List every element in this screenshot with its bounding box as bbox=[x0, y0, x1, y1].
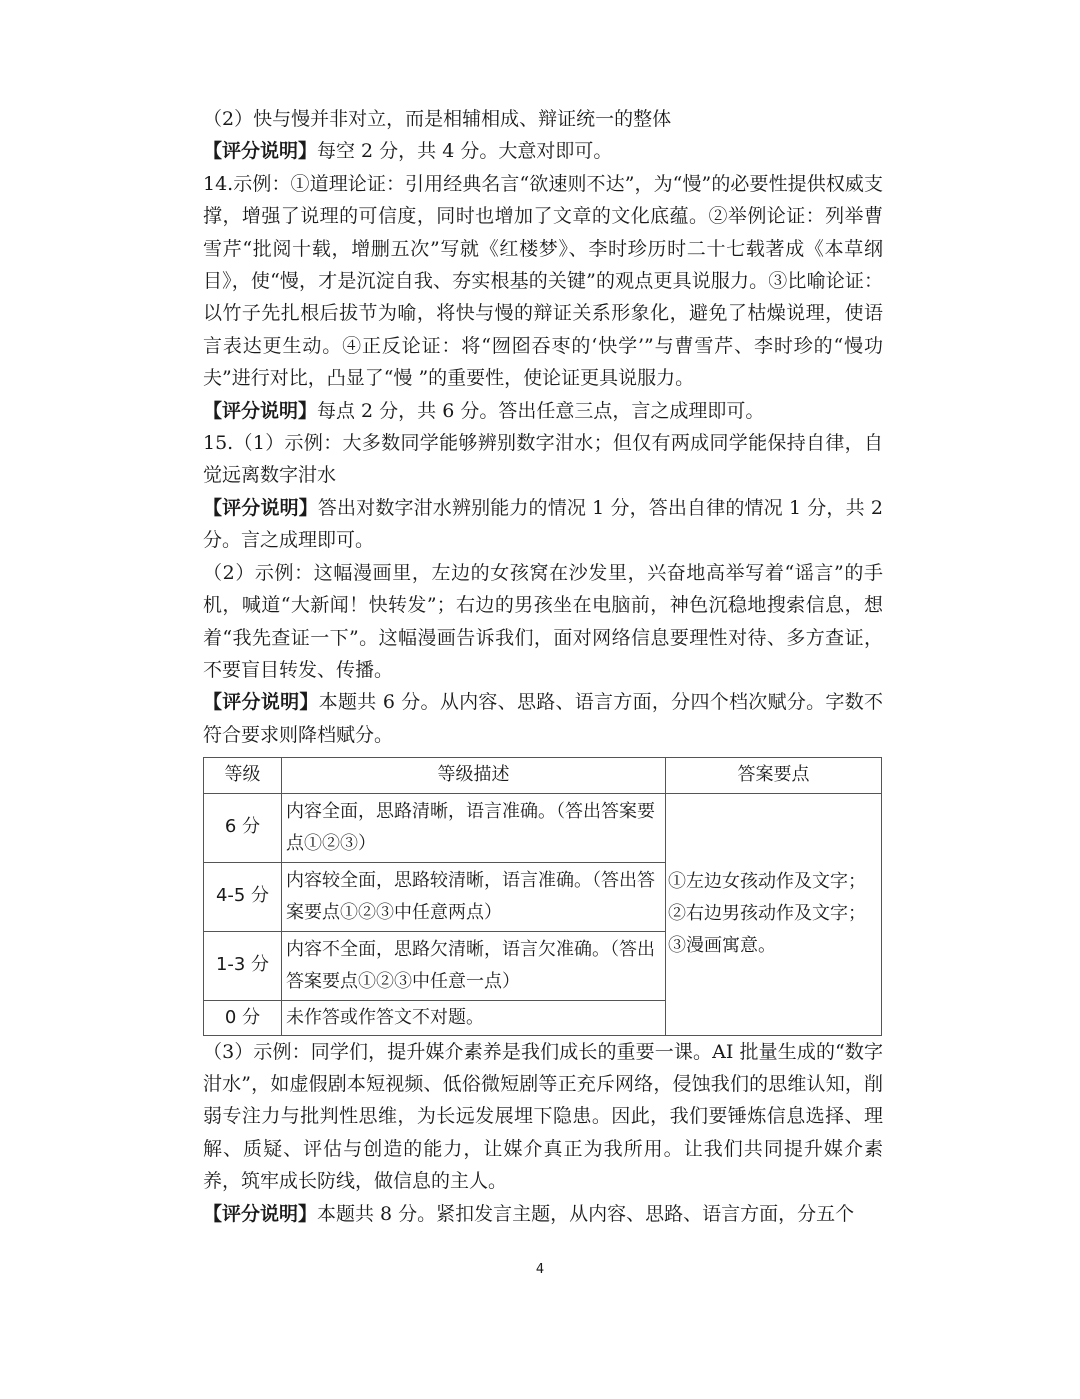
key-point: ①左边女孩动作及文字； bbox=[668, 871, 866, 893]
answer-15-1: 15.（1）示例：大多数同学能够辨别数字泔水；但仅有两成同学能保持自律，自觉远离数字泔水 bbox=[203, 432, 883, 487]
scoring-note: 【评分说明】答出对数字泔水辨别能力的情况 1 分，答出自律的情况 1 分，共 2 分。言之成理即可。 bbox=[203, 496, 883, 552]
column-header-description: 等级描述 bbox=[282, 758, 666, 793]
grade-level: 0 分 bbox=[204, 1000, 282, 1035]
page-number: 4 bbox=[535, 1262, 545, 1277]
page-content bbox=[203, 103, 883, 1230]
scoring-note: 【评分说明】每空 2 分，共 4 分。大意对即可。 bbox=[203, 140, 613, 163]
grade-level: 4-5 分 bbox=[204, 862, 282, 931]
grade-level: 6 分 bbox=[204, 793, 282, 862]
answer-15-3: （3）示例：同学们，提升媒介素养是我们成长的重要一课。AI 批量生成的“数字泔水”，如虚假剧本短视频、低俗微短剧等正充斥网络，侵蚀我们的思维认知，削弱专注力与批判性思维，为长远发展埋下隐患。因此，我们要锤炼信息选择、理解、质疑、评估与创造的能力，让媒介真正为我所用。让我们共同提升媒介素养，筑牢成长防线，做信息的主人。 bbox=[203, 1040, 883, 1193]
column-header-level: 等级 bbox=[204, 758, 282, 793]
grade-description: 内容较全面，思路较清晰，语言准确。（答出答案要点①②③中任意两点） bbox=[282, 862, 666, 931]
grade-description: 内容不全面，思路欠清晰，语言欠准确。（答出答案要点①②③中任意一点） bbox=[282, 931, 666, 1000]
column-header-key-points: 答案要点 bbox=[666, 758, 882, 793]
scoring-note: 【评分说明】本题共 8 分。紧扣发言主题，从内容、思路、语言方面，分五个 bbox=[203, 1202, 855, 1225]
table-row bbox=[204, 793, 882, 862]
key-point: ②右边男孩动作及文字； bbox=[668, 903, 866, 925]
answer-13-2: （2）快与慢并非对立，而是相辅相成、辩证统一的整体 bbox=[203, 108, 672, 130]
key-points-cell bbox=[666, 793, 882, 1035]
scoring-note: 【评分说明】本题共 6 分。从内容、思路、语言方面，分四个档次赋分。字数不符合要求则降档赋分。 bbox=[203, 691, 883, 746]
grade-description: 未作答或作答文不对题。 bbox=[282, 1000, 666, 1035]
scoring-note: 【评分说明】每点 2 分，共 6 分。答出任意三点，言之成理即可。 bbox=[203, 399, 765, 422]
grade-level: 1-3 分 bbox=[204, 931, 282, 1000]
grade-description: 内容全面，思路清晰，语言准确。（答出答案要点①②③） bbox=[282, 793, 666, 862]
answer-15-2: （2）示例：这幅漫画里，左边的女孩窝在沙发里，兴奋地高举写着“谣言”的手机，喊道“大新闻！快转发”；右边的男孩坐在电脑前，神色沉稳地搜索信息，想着“我先查证一下”。这幅漫画告诉我们，面对网络信息要理性对待、多方查证，不要盲目转发、传播。 bbox=[203, 561, 883, 681]
answer-14: 14.示例：①道理论证：引用经典名言“欲速则不达”，为“慢”的必要性提供权威支撑，增强了说理的可信度，同时也增加了文章的文化底蕴。②举例论证：列举曹雪芹“批阅十载，增删五次”写就《红楼梦》、李时珍历时二十七载著成《本草纲目》，使“慢，才是沉淀自我、夯实根基的关键”的观点更具说服力。③比喻论证：以竹子先扎根后拔节为喻，将快与慢的辩证关系形象化，避免了枯燥说理，使语言表达更生动。④正反论证：将“囫囵吞枣的‘快学’”与曹雪芹、李时珍的“慢功夫”进行对比，凸显了“慢 ”的重要性，使论证更具说服力。 bbox=[203, 172, 883, 390]
key-point: ③漫画寓意。 bbox=[668, 935, 776, 957]
grading-table bbox=[203, 757, 882, 1035]
table-header-row bbox=[204, 758, 882, 793]
